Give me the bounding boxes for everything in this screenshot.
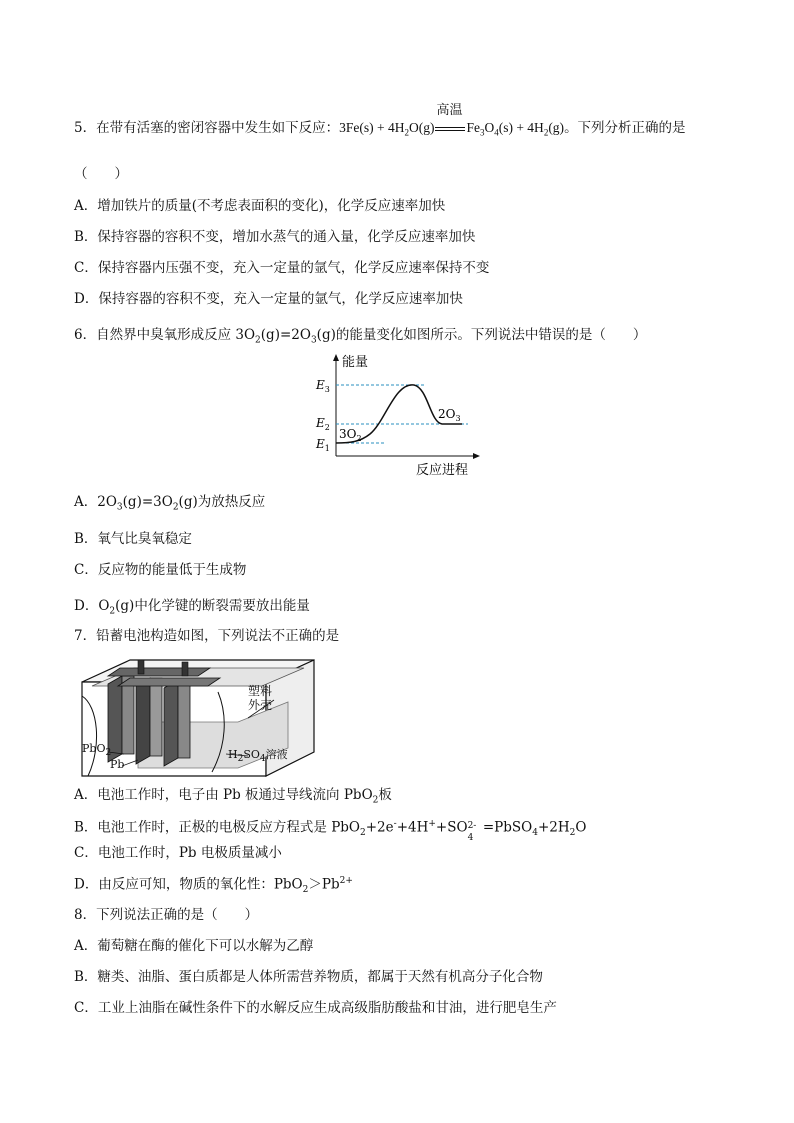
q5-number: 5． <box>74 120 97 136</box>
e1-label: $E_1$ <box>316 437 330 453</box>
label-shell: 塑料 外壳 <box>248 684 273 712</box>
q7-number: 7． <box>74 628 97 644</box>
y-axis-label: 能量 <box>342 355 369 370</box>
q6-number: 6． <box>74 327 97 343</box>
e2-label: $E_2$ <box>316 416 330 432</box>
q5-blank: （ ） <box>74 166 128 182</box>
q6-option-c: C．反应物的能量低于生成物 <box>74 562 247 578</box>
q8-option-c: C．工业上油脂在碱性条件下的水解反应生成高级脂肪酸盐和甘油，进行肥皂生产 <box>74 1000 557 1016</box>
q6-option-b: B．氧气比臭氧稳定 <box>74 531 192 547</box>
q7-stem: 7．铅蓄电池构造如图，下列说法不正确的是 <box>74 628 340 644</box>
q7-option-d: D．由反应可知，物质的氧化性：$PbO_2>Pb^{2+}$ <box>74 876 353 896</box>
q5-option-b: B．保持容器的容积不变，增加水蒸气的通入量，化学反应速率加快 <box>74 229 476 245</box>
q6-option-a: A．$2O_3(g)=3O_2(g)$为放热反应 <box>74 494 266 513</box>
q8-stem: 8．下列说法正确的是（ ） <box>74 907 259 923</box>
q6-stem: 6．自然界中臭氧形成反应 $3O_2(g)=2O_3(g)$的能量变化如图所示。下列说法中错误的是（ ） <box>74 327 647 346</box>
q8-number: 8． <box>74 907 97 923</box>
q8-option-a: A．葡萄糖在酶的催化下可以水解为乙醇 <box>74 938 314 954</box>
q5-option-a: A．增加铁片的质量(不考虑表面积的变化)，化学反应速率加快 <box>74 198 446 214</box>
reaction-condition: 高温 <box>434 118 466 138</box>
label-pb: Pb <box>110 758 125 771</box>
q7-option-c: C．电池工作时，Pb 电极质量减小 <box>74 845 282 861</box>
e3-label: $E_3$ <box>316 378 330 394</box>
product-label: $2O_3$ <box>438 407 461 423</box>
reactant-label: $3O_2$ <box>339 427 362 443</box>
q7-option-a: A．电池工作时，电子由 Pb 板通过导线流向 PbO$_2$板 <box>74 787 392 806</box>
q8-option-b: B．糖类、油脂、蛋白质都是人体所需营养物质，都属于天然有机高分子化合物 <box>74 969 543 985</box>
q5-option-d: D．保持容器的容积不变，充入一定量的氩气，化学反应速率加快 <box>74 291 463 307</box>
q5-stem: 5．在带有活塞的密闭容器中发生如下反应：$3Fe(s) + 4H_2O(g)$ 高温 $Fe_3O_4(s) + 4H_2(g)$。下列分析正确的是 <box>74 103 686 138</box>
x-axis-label: 反应进程 <box>416 463 469 478</box>
q6-option-d: D．$O_2(g)$中化学键的断裂需要放出能量 <box>74 598 310 617</box>
q7-option-b: B．电池工作时，正极的电极反应方程式是 PbO$_2$+2e-+4H++SO 2- 4 $=PbSO_4+2H_2O$ <box>74 819 587 843</box>
q5-option-c: C．保持容器内压强不变，充入一定量的氩气，化学反应速率保持不变 <box>74 260 490 276</box>
label-acid: $H_2SO_4$溶液 <box>228 748 288 765</box>
label-pbo2: PbO$_2$ <box>82 742 112 759</box>
energy-diagram <box>310 352 490 482</box>
